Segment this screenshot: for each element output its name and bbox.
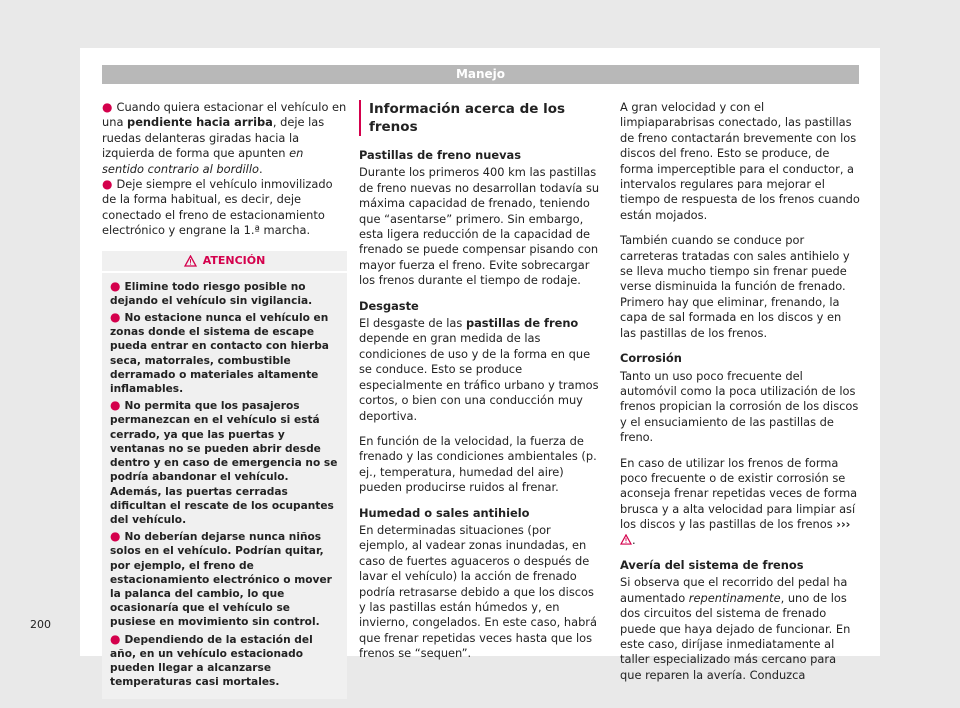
section-title: Información acerca de los frenos [359, 100, 602, 136]
page-number: 200 [30, 618, 51, 631]
paragraph: El desgaste de las pastillas de freno depende en gran medida de las condiciones de uso y de la forma en que se conduce. Esto se produce especialmente en tráfico urbano y tramos cortos, o bien con una conducción muy deportiva. [359, 316, 599, 423]
bullet-dot-icon: ● [110, 310, 121, 325]
subsection-title: Pastillas de freno nuevas [359, 148, 521, 162]
paragraph: En determinadas situaciones (por ejemplo, al vadear zonas inundadas, en caso de fuertes aguaceros o después de lavar el vehículo) la acción de frenado podría retrasarse debido a que los discos y las pastillas están húmedos y, en invierno, congelados. En este caso, habrá que frenar repetidas veces hasta que los frenos se “sequen”. [359, 522, 597, 661]
warning-item: ● No estacione nunca el vehículo en zonas donde el sistema de escape pueda entrar en contacto con hierba seca, matorrales, combustible derramado o materiales altamente inflamables. [110, 310, 329, 396]
paragraph: También cuando se conduce por carreteras tratadas con sales antihielo y se lleva mucho tiempo sin frenar puede verse disminuida la función de frenado. Primero hay que eliminar, frenando, la capa de sal formada en los discos y en las pastillas de los frenos. [620, 233, 850, 340]
warning-triangle-icon [620, 534, 632, 545]
warning-item: ● Elimine todo riesgo posible no dejando el vehículo sin vigilancia. [110, 278, 313, 307]
paragraph: Si observa que el recorrido del pedal ha aumentado repentinamente, uno de los dos circuitos del sistema de frenado puede que haya dejado de funcionar. En este caso, diríjase inmediatamente al taller especializado más cercano para que reparen la avería. Conduzca [620, 575, 851, 682]
cross-reference-link[interactable]: ››› [836, 517, 851, 532]
bullet-dot-icon: ● [110, 278, 121, 293]
subsection-title: Humedad o sales antihielo [359, 505, 530, 520]
bullet-dot-icon: ● [110, 631, 121, 646]
bullet-paragraph: ● Cuando quiera estacionar el vehículo en una pendiente hacia arriba, deje las ruedas delanteras giradas hacia la izquierda de forma que apunten en sentido contrario al bordillo. [102, 100, 347, 176]
warning-item: ● No permita que los pasajeros permanezcan en el vehículo si está cerrado, ya que las puertas y ventanas no se pueden abrir desde dentro y en caso de emergencia no se podría abandonar el vehículo. Además, las puertas cerradas dificultan el rescate de los ocupantes del vehículo. [110, 398, 338, 526]
warning-box [102, 251, 347, 700]
middle-column [359, 100, 602, 672]
manual-page [30, 48, 880, 689]
paragraph: En caso de utilizar los frenos de forma poco frecuente o de existir corrosión se aconseja frenar repetidas veces de forma brusca y a alta velocidad para limpiar así los discos y las pastillas de los frenos ››› . [620, 455, 858, 547]
bullet-paragraph: ● Deje siempre el vehículo inmovilizado de la forma habitual, es decir, deje conectado el freno de estacionamiento electrónico y engrane la 1.ª marcha. [102, 177, 333, 238]
paragraph: Durante los primeros 400 km las pastillas de freno nuevas no desarrollan todavía su máxima capacidad de frenado, teniendo que “asentarse” primero. Sin embargo, esta ligera reducción de la capacidad de frenado se puede compensar pisando con mayor fuerza el freno. Evite sobrecargar los frenos durante el tiempo de rodaje. [359, 165, 600, 288]
bullet-dot-icon: ● [110, 529, 121, 544]
paragraph: En función de la velocidad, la fuerza de frenado y las condiciones ambientales (p. ej., temperatura, humedad del aire) pueden producirse ruidos al frenar. [359, 433, 597, 495]
subsection-title: Corrosión [620, 351, 682, 366]
warning-item: ● Dependiendo de la estación del año, en un vehículo estacionado pueden llegar a alcanzarse temperaturas casi mortales. [110, 631, 313, 689]
right-column [620, 100, 860, 693]
bullet-dot-icon: ● [102, 100, 113, 114]
paragraph: A gran velocidad y con el limpiaparabrisas conectado, las pastillas de freno contactarán brevemente con los discos del freno. Esto se produce, de forma imperceptible para el conductor, a intervalos regulares para mejorar el tiempo de respuesta de los frenos cuando están mojados. [620, 100, 860, 222]
bullet-dot-icon: ● [102, 177, 113, 192]
warning-title: ATENCIÓN [102, 251, 347, 273]
left-column [102, 100, 347, 699]
paragraph: Tanto un uso poco frecuente del automóvil como la poca utilización de los frenos propician la corrosión de los discos y el ensuciamiento de las pastillas de freno. [620, 368, 859, 445]
subsection-title: Desgaste [359, 298, 419, 313]
bullet-dot-icon: ● [110, 398, 121, 413]
warning-body [102, 273, 347, 690]
chapter-header: Manejo [102, 65, 859, 84]
warning-triangle-icon [184, 255, 197, 267]
warning-item: ● No deberían dejarse nunca niños solos en el vehículo. Podrían quitar, por ejemplo, el freno de estacionamiento electrónico o mover la palanca del cambio, lo que ocasionaría que el vehículo se pusiese en movimiento sin control. [110, 529, 332, 629]
subsection-title: Avería del sistema de frenos [620, 557, 804, 572]
